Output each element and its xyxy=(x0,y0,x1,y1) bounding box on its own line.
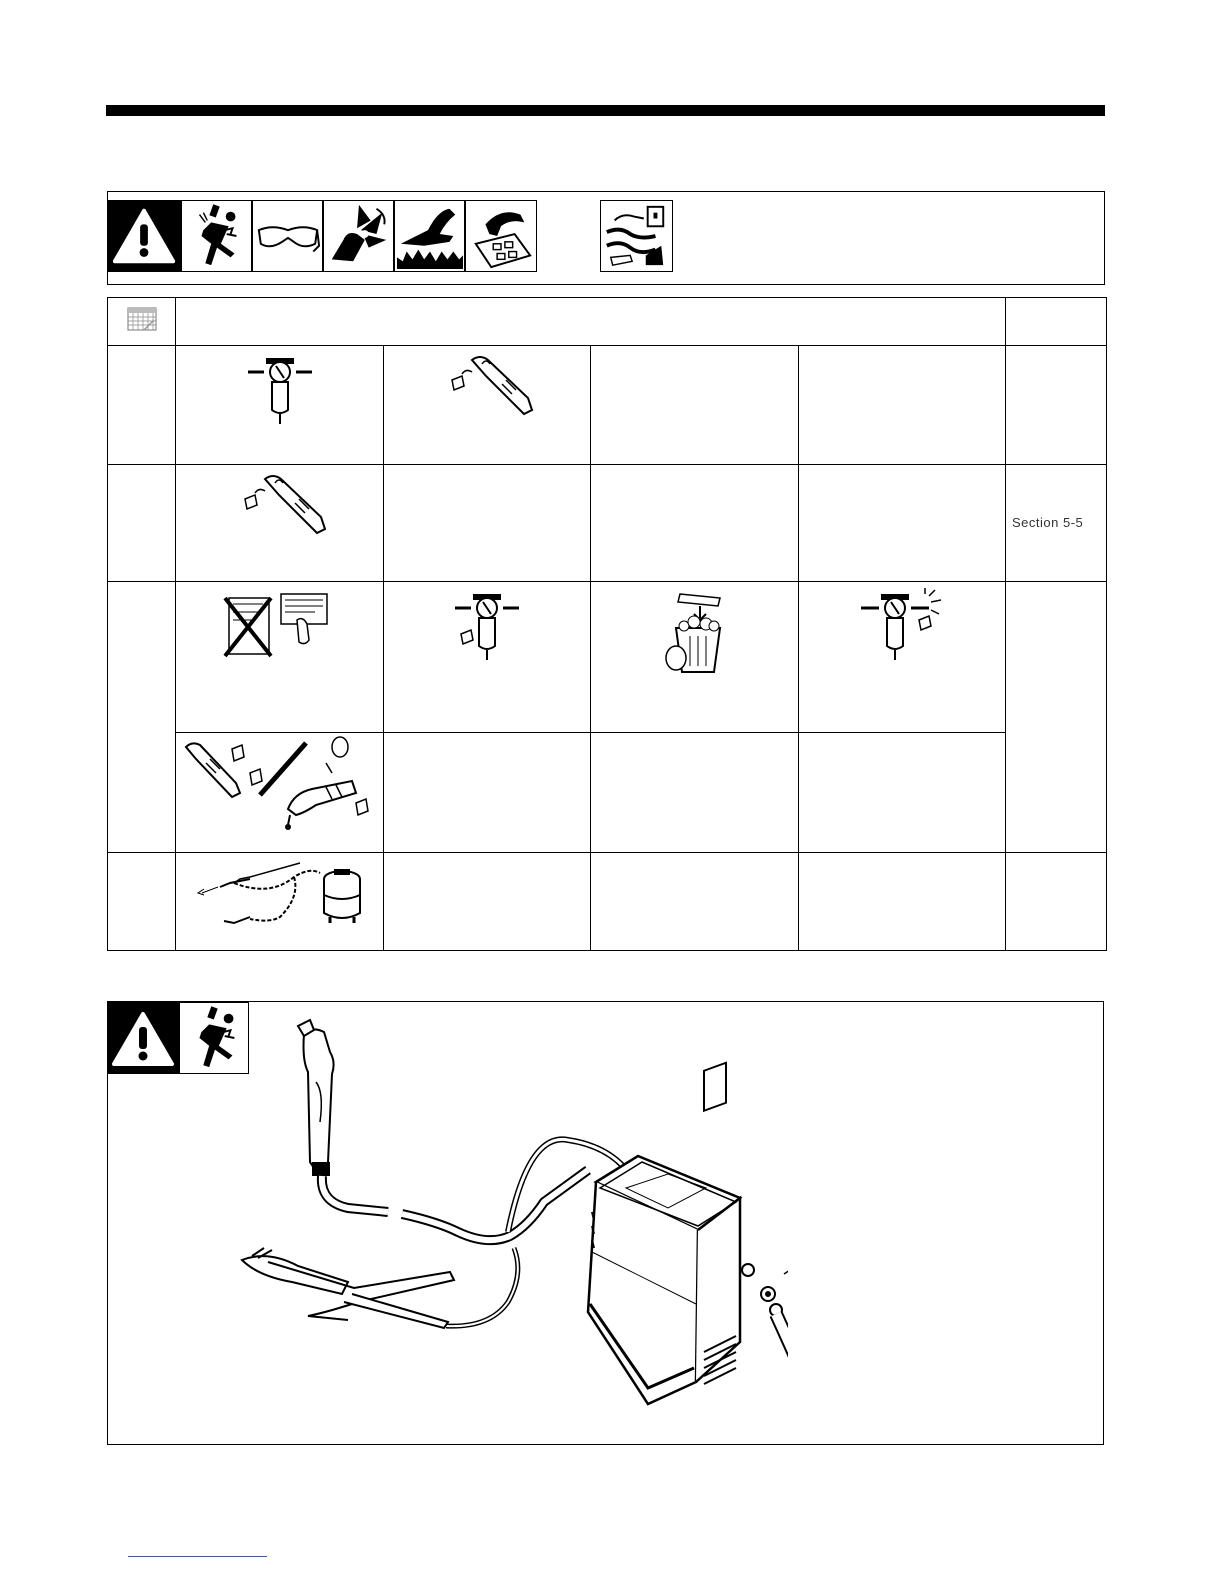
equipment-panel xyxy=(107,1001,1104,1445)
task-cell xyxy=(799,346,1006,465)
table-header-row xyxy=(108,298,1107,346)
safety-warning-strip xyxy=(107,191,1105,285)
task-cell xyxy=(591,346,799,465)
electric-shock-icon xyxy=(181,200,252,272)
task-cell xyxy=(384,852,591,950)
read-manual-icon xyxy=(465,200,537,272)
table-header-description xyxy=(176,298,1006,346)
task-cell xyxy=(799,852,1006,950)
interval-cell xyxy=(108,346,176,465)
task-cell xyxy=(176,465,384,582)
interval-cell xyxy=(108,465,176,582)
task-cell xyxy=(799,582,1006,732)
hot-parts-icon xyxy=(394,200,465,272)
torch-consumables-icon xyxy=(176,733,382,851)
table-row xyxy=(108,852,1107,950)
warning-triangle-icon xyxy=(108,200,181,272)
task-cell xyxy=(591,465,799,582)
task-cell xyxy=(176,582,384,732)
blow-out-unit-icon xyxy=(190,857,370,937)
reference-cell xyxy=(1006,852,1107,950)
discard-filter-icon xyxy=(650,586,740,676)
moving-parts-icon xyxy=(323,200,394,272)
table-header-reference xyxy=(1006,298,1107,346)
interval-cell xyxy=(108,852,176,950)
unplug-power-icon xyxy=(600,200,673,272)
table-row xyxy=(108,582,1107,732)
table-row xyxy=(108,732,1107,852)
reference-cell xyxy=(1006,346,1107,465)
footer-link-underline[interactable] xyxy=(128,1556,267,1557)
task-cell xyxy=(799,732,1006,852)
air-filter-regulator-icon xyxy=(240,350,320,430)
interval-cell xyxy=(108,582,176,852)
task-cell xyxy=(176,852,384,950)
section-reference: Section 5-5 xyxy=(1012,515,1084,531)
calendar-icon-cell xyxy=(108,298,176,346)
task-cell xyxy=(176,346,384,465)
task-cell xyxy=(384,465,591,582)
safety-glasses-icon xyxy=(252,200,323,272)
plasma-cutter-illustration xyxy=(228,1012,788,1442)
task-cell xyxy=(384,346,591,465)
reference-cell xyxy=(1006,465,1107,582)
warning-triangle-icon xyxy=(108,1002,179,1074)
torch-inspect-icon xyxy=(432,350,542,420)
torch-inspect-icon xyxy=(225,469,335,539)
table-row xyxy=(108,465,1107,582)
task-cell xyxy=(591,582,799,732)
table-row xyxy=(108,346,1107,465)
air-filter-inspect-icon xyxy=(447,586,527,666)
header-rule xyxy=(106,105,1105,116)
air-filter-drain-icon xyxy=(857,586,947,666)
task-cell xyxy=(384,732,591,852)
task-cell xyxy=(384,582,591,732)
reference-cell xyxy=(1006,582,1107,852)
maintenance-table xyxy=(107,297,1107,951)
replace-labels-icon xyxy=(215,586,345,666)
task-cell xyxy=(799,465,1006,582)
task-cell xyxy=(591,852,799,950)
task-cell xyxy=(591,732,799,852)
task-cell xyxy=(176,732,384,852)
calendar-icon xyxy=(124,302,160,332)
